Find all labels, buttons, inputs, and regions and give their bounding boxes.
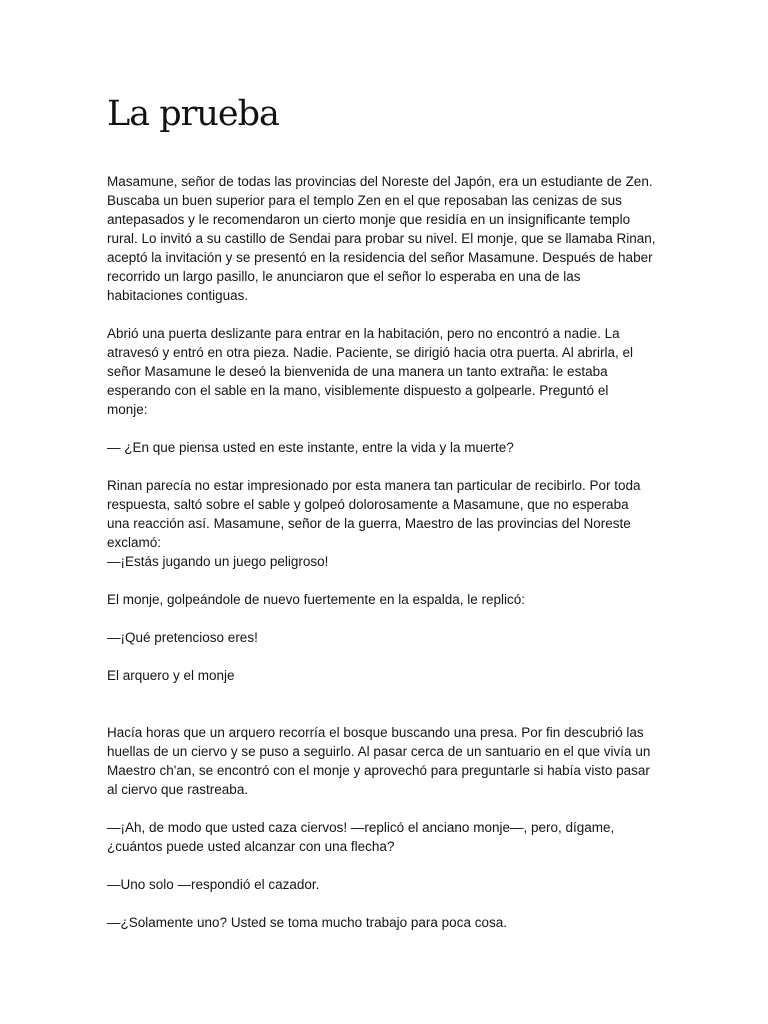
text-line: exclamó: [107, 535, 162, 550]
text-line: Buscaba un buen superior para el templo Zen en el que reposaban las cenizas de sus [107, 193, 622, 208]
text-line: monje: [107, 402, 148, 417]
text-line: El arquero y el monje [107, 668, 235, 683]
text-line: señor Masamune le deseó la bienvenida de una manera un tanto extraña: le estaba [107, 364, 608, 379]
text-line: esperando con el sable en la mano, visiblemente dispuesto a golpearle. Preguntó el [107, 383, 609, 398]
page-title: La prueba [107, 94, 279, 134]
text-line: huellas de un ciervo y se puso a seguirlo. Al pasar cerca de un santuario en el que vivía un [107, 744, 651, 759]
text-line: — ¿En que piensa usted en este instante, entre la vida y la muerte? [107, 440, 514, 455]
text-line: —¡Estás jugando un juego peligroso! [107, 554, 329, 569]
text-line: Abrió una puerta deslizante para entrar en la habitación, pero no encontró a nadie. La [107, 326, 620, 341]
text-line: —Uno solo —respondió el cazador. [107, 877, 320, 892]
text-line: —¡Qué pretencioso eres! [107, 630, 258, 645]
paragraph [107, 666, 675, 685]
paragraph [107, 875, 675, 894]
text-line: Masamune, señor de todas las provincias del Noreste del Japón, era un estudiante de Zen. [107, 174, 653, 189]
text-line: —¡Ah, de modo que usted caza ciervos! —replicó el anciano monje—, pero, dígame, [107, 820, 615, 835]
paragraph [107, 438, 675, 457]
text-line: El monje, golpeándole de nuevo fuertemente en la espalda, le replicó: [107, 592, 526, 607]
text-line: una reacción así. Masamune, señor de la guerra, Maestro de las provincias del Noreste [107, 516, 631, 531]
document-body [107, 172, 675, 932]
paragraph [107, 324, 675, 419]
text-line: Rinan parecía no estar impresionado por esta manera tan particular de recibirlo. Por toda [107, 478, 641, 493]
text-line: habitaciones contiguas. [107, 288, 249, 303]
text-line: aceptó la invitación y se presentó en la residencia del señor Masamune. Después de haber [107, 250, 653, 265]
paragraph [107, 628, 675, 647]
text-line: ¿cuántos puede usted alcanzar con una flecha? [107, 839, 395, 854]
paragraph [107, 818, 675, 856]
text-line: Maestro ch'an, se encontró con el monje y aprovechó para preguntarle si había visto pasar [107, 763, 650, 778]
text-line: atravesó y entró en otra pieza. Nadie. Paciente, se dirigió hacia otra puerta. Al abrirla, el [107, 345, 634, 360]
text-line: recorrido un largo pasillo, le anunciaron que el señor lo esperaba en una de las [107, 269, 581, 284]
text-line: Hacía horas que un arquero recorría el bosque buscando una presa. Por fin descubrió las [107, 725, 644, 740]
text-line: antepasados y le recomendaron un cierto monje que residía en un insignificante templo [107, 212, 631, 227]
paragraph [107, 913, 675, 932]
text-line: al ciervo que rastreaba. [107, 782, 249, 797]
text-line: respuesta, saltó sobre el sable y golpeó dolorosamente a Masamune, que no esperaba [107, 497, 629, 512]
paragraph [107, 172, 675, 305]
text-line: rural. Lo invitó a su castillo de Sendai para probar su nivel. El monje, que se llamaba Rinan, [107, 231, 656, 246]
paragraph [107, 723, 675, 799]
text-line: —¿Solamente uno? Usted se toma mucho trabajo para poca cosa. [107, 915, 507, 930]
paragraph [107, 590, 675, 609]
paragraph [107, 476, 675, 571]
